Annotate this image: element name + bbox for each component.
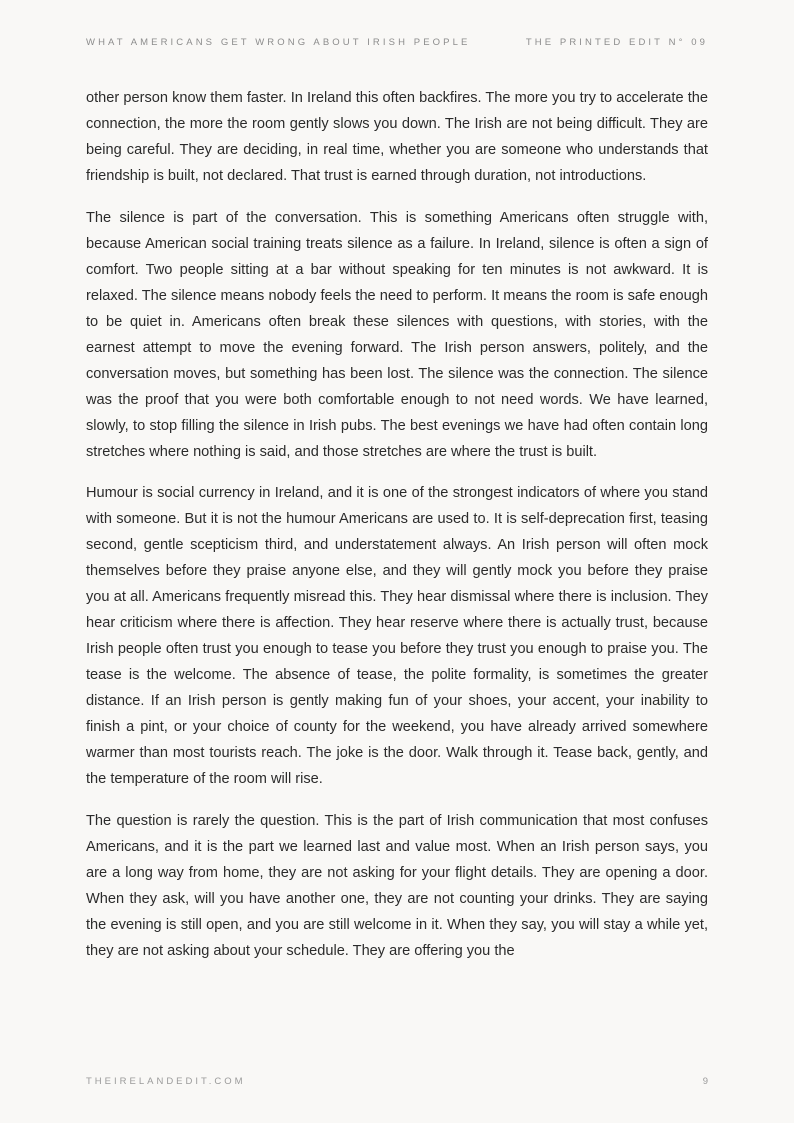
- paragraph: The silence is part of the conversation. This is something Americans often struggle with, because American social training treats silence as a failure. In Ireland, silence is often a sign of comfort. Two people sitting at a bar without speaking for ten minutes is not awkward. It is relaxed. The silence means nobody feels the need to perform. It means the room is safe enough to be quiet in. Americans often break these silences with questions, with stories, with the earnest attempt to move the evening forward. The Irish person answers, politely, and the conversation moves, but something has been lost. The silence was the connection. The silence was the proof that you were both comfortable enough to not need words. We have learned, slowly, to stop filling the silence in Irish pubs. The best evenings we have had often contain long stretches where nothing is said, and those stretches are where the trust is built.: [86, 209, 708, 460]
- edition-label: THE PRINTED EDIT N° 09: [525, 37, 708, 48]
- paragraph: The question is rarely the question. This is the part of Irish communication that most confuses Americans, and it is the part we learned last and value most. When an Irish person says, you are a long way from home, they are not asking for your flight details. They are opening a door. When they ask, will you have another one, they are not counting your drinks. They are saying the evening is still open, and you are still welcome in it. When they say, you will stay a while yet, they are not asking about your schedule. They are offering you the: [86, 812, 708, 959]
- page-footer: [86, 1076, 708, 1090]
- section-title: WHAT AMERICANS GET WRONG ABOUT IRISH PEOPLE: [86, 37, 471, 48]
- paragraph: other person know them faster. In Ireland this often backfires. The more you try to accelerate the connection, the more the room gently slows you down. The Irish are not being difficult. They are being careful. They are deciding, in real time, whether you are someone who understands that friendship is built, not declared. That trust is earned through duration, not introductions.: [86, 90, 708, 184]
- article-body: [86, 85, 708, 964]
- running-header: [86, 37, 708, 51]
- paragraph: Humour is social currency in Ireland, and it is one of the strongest indicators of where you stand with someone. But it is not the humour Americans are used to. It is self-deprecation first, teasing second, gentle scepticism third, and understatement always. An Irish person will often mock themselves before they praise anyone else, and they will gently mock you before they praise you at all. Americans frequently misread this. They hear dismissal where there is inclusion. They hear criticism where there is affection. They hear reserve where there is actually trust, because Irish people often trust you enough to tease you before they trust you enough to praise you. The tease is the welcome. The absence of tease, the polite formality, is sometimes the greater distance. If an Irish person is gently making fun of your shoes, your accent, your inability to finish a pint, or your choice of county for the weekend, you have already arrived somewhere warmer than most tourists reach. The joke is the door. Walk through it. Tease back, gently, and the temperature of the room will rise.: [86, 485, 708, 787]
- page-number: 9: [702, 1076, 708, 1087]
- site-url: THEIRELANDEDIT.COM: [86, 1076, 246, 1087]
